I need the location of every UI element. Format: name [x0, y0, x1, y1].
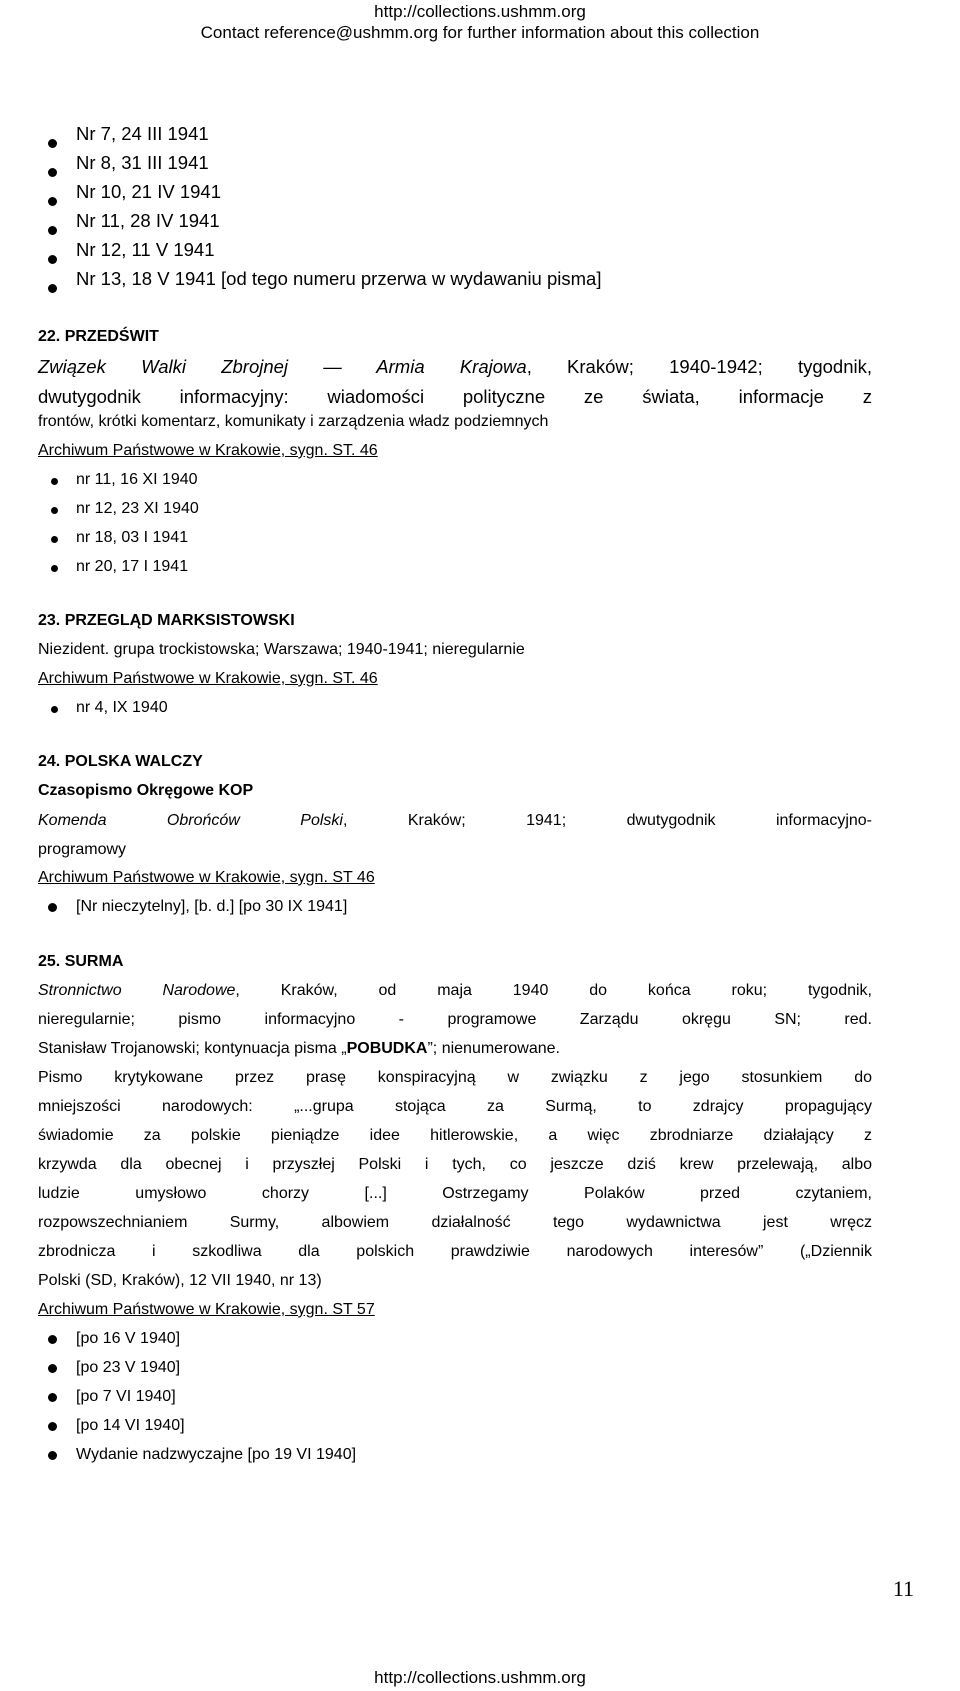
entry-line: krzywda dla obecnej i przyszłej Polski i tych, co jeszcze dziś krew przelewają, albo	[38, 1156, 872, 1173]
entry-line: Komenda Obrońców Polski, Kraków; 1941; dwutygodnik informacyjno-	[38, 812, 873, 829]
header-contact: Contact reference@ushmm.org for further information about this collection	[200, 23, 760, 42]
bullet-dot	[51, 536, 58, 543]
referenced-title: POBUDKA	[346, 1040, 428, 1057]
list-item: nr 4, IX 1940	[76, 699, 168, 716]
list-item: [Nr nieczytelny], [b. d.] [po 30 IX 1941]	[76, 898, 348, 915]
bullet-dot	[51, 478, 58, 485]
bullet-dot	[48, 1393, 57, 1402]
list-item: Wydanie nadzwyczajne [po 19 VI 1940]	[76, 1446, 357, 1463]
bullet-dot	[48, 139, 57, 148]
archive-reference: Archiwum Państwowe w Krakowie, sygn. ST 57	[38, 1301, 375, 1318]
bullet-dot	[48, 1364, 57, 1373]
publisher-org: Stronnictwo Narodowe	[38, 982, 236, 999]
entry-line: mniejszości narodowych: „...grupa stojąca za Surmą, to zdrajcy propagujący	[38, 1098, 872, 1115]
entry-title: POLSKA WALCZY	[64, 753, 203, 770]
entry-line: zbrodnicza i szkodliwa dla polskich prawdziwie narodowych interesów” („Dziennik	[38, 1243, 872, 1260]
entry-heading	[38, 325, 159, 349]
bullet-dot	[51, 706, 58, 713]
list-item: [po 7 VI 1940]	[76, 1388, 176, 1405]
entry-title: SURMA	[64, 953, 124, 970]
list-item: Nr 8, 31 III 1941	[76, 152, 209, 173]
list-item: nr 18, 03 I 1941	[76, 529, 189, 546]
bullet-dot	[48, 197, 57, 206]
footer-url: http://collections.ushmm.org	[374, 1668, 586, 1687]
list-item: [po 23 V 1940]	[76, 1359, 181, 1376]
publisher-org: Komenda Obrońców Polski	[38, 812, 343, 829]
list-item: nr 11, 16 XI 1940	[76, 471, 198, 488]
header-url: http://collections.ushmm.org	[374, 2, 586, 21]
page-number: 11	[892, 1576, 914, 1601]
bullet-dot	[48, 1335, 57, 1344]
entry-number: 24.	[38, 753, 61, 770]
publisher-org: Związek Walki Zbrojnej — Armia Krajowa	[38, 356, 527, 377]
list-item: [po 16 V 1940]	[76, 1330, 181, 1347]
entry-line: świadomie za polskie pieniądze idee hitlerowskie, a więc zbrodniarze działający z	[38, 1127, 872, 1144]
list-item: nr 20, 17 I 1941	[76, 558, 189, 575]
archive-reference: Archiwum Państwowe w Krakowie, sygn. ST 46	[38, 869, 375, 886]
entry-heading	[38, 950, 123, 974]
bullet-dot	[48, 168, 57, 177]
list-item: Nr 11, 28 IV 1941	[76, 210, 220, 231]
list-item: Nr 10, 21 IV 1941	[76, 181, 222, 202]
entry-line: rozpowszechnianiem Surmy, albowiem działalność tego wydawnictwa jest wręcz	[38, 1214, 872, 1231]
bullet-dot	[51, 565, 58, 572]
bullet-dot	[51, 507, 58, 514]
bullet-dot	[48, 903, 57, 912]
entry-line: ludzie umysłowo chorzy [...] Ostrzegamy Polaków przed czytaniem,	[38, 1185, 872, 1202]
bullet-dot	[48, 226, 57, 235]
bullet-dot	[48, 1422, 57, 1431]
list-item: Nr 7, 24 III 1941	[76, 123, 209, 144]
entry-line: Stronnictwo Narodowe, Kraków, od maja 1940 do końca roku; tygodnik,	[38, 982, 872, 999]
entry-number: 22.	[38, 328, 61, 345]
entry-subtitle: Czasopismo Okręgowe KOP	[38, 782, 254, 799]
archive-reference: Archiwum Państwowe w Krakowie, sygn. ST. 46	[38, 442, 378, 459]
entry-line: Stanisław Trojanowski; kontynuacja pisma „POBUDKA”; nienumerowane.	[38, 1040, 560, 1057]
entry-line: Związek Walki Zbrojnej — Armia Krajowa, Kraków; 1940-1942; tygodnik,	[38, 356, 873, 377]
entry-title: PRZEDŚWIT	[64, 328, 159, 345]
entry-line: dwutygodnik informacyjny: wiadomości polityczne ze świata, informacje z	[38, 386, 872, 407]
archive-reference: Archiwum Państwowe w Krakowie, sygn. ST. 46	[38, 670, 378, 687]
entry-line: frontów, krótki komentarz, komunikaty i zarządzenia władz podziemnych	[38, 413, 549, 430]
entry-number: 23.	[38, 612, 61, 629]
list-item: [po 14 VI 1940]	[76, 1417, 185, 1434]
entry-title: PRZEGLĄD MARKSISTOWSKI	[64, 612, 295, 629]
entry-line: Niezident. grupa trockistowska; Warszawa; 1940-1941; nieregularnie	[38, 641, 525, 658]
list-item: Nr 12, 11 V 1941	[76, 239, 215, 260]
bullet-dot	[48, 1451, 57, 1460]
bullet-dot	[48, 255, 57, 264]
entry-line: Pismo krytykowane przez prasę konspiracyjną w związku z jego stosunkiem do	[38, 1069, 872, 1086]
list-item: Nr 13, 18 V 1941 [od tego numeru przerwa w wydawaniu pisma]	[76, 268, 602, 289]
entry-heading	[38, 750, 203, 774]
entry-line: Polski (SD, Kraków), 12 VII 1940, nr 13)	[38, 1272, 322, 1289]
entry-line: programowy	[38, 841, 127, 858]
entry-heading	[38, 609, 295, 633]
bullet-dot	[48, 284, 57, 293]
entry-line: nieregularnie; pismo informacyjno - programowe Zarządu okręgu SN; red.	[38, 1011, 872, 1028]
list-item: nr 12, 23 XI 1940	[76, 500, 199, 517]
entry-number: 25.	[38, 953, 61, 970]
